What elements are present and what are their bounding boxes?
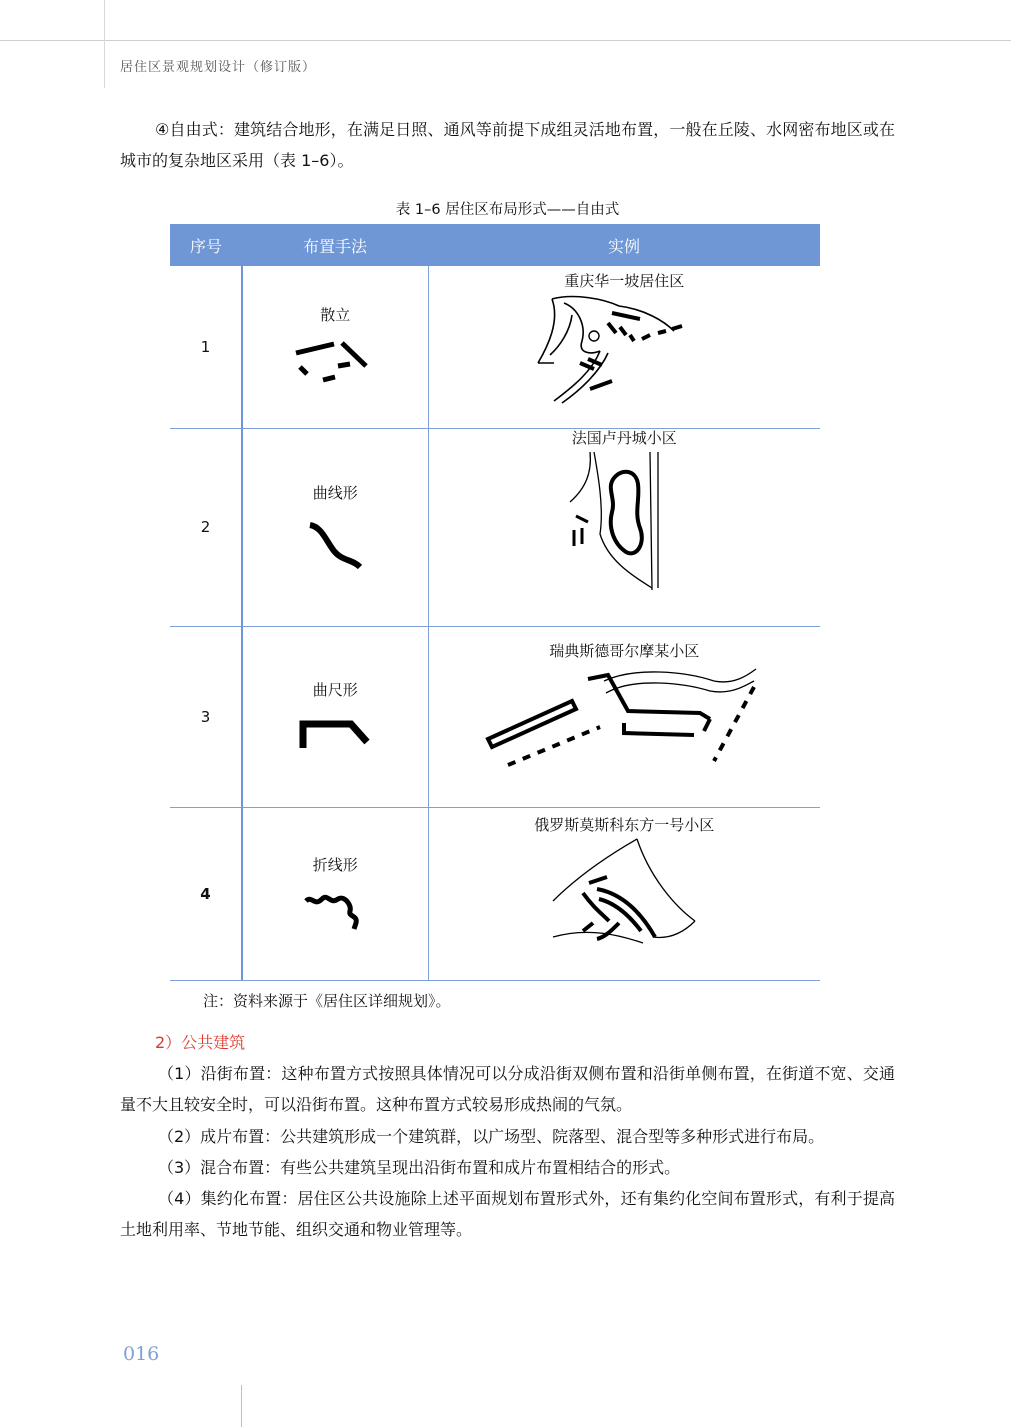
footer-divider <box>241 1385 242 1427</box>
table-header-row <box>170 224 820 266</box>
example-cell <box>428 266 820 428</box>
section-title: 2）公共建筑 <box>155 1033 246 1052</box>
header-method: 布置手法 <box>242 224 428 266</box>
table-caption: 表 1–6 居住区布局形式——自由式 <box>395 202 620 218</box>
paragraph-cluster: （2）成片布置：公共建筑形成一个建筑群，以广场型、院落型、混合型等多种形式进行布局。 <box>158 1127 825 1146</box>
method-label: 曲尺形 <box>312 681 358 699</box>
table-row <box>170 428 820 626</box>
intro-paragraph: ④自由式：建筑结合地形，在满足日照、通风等前提下成组灵活地布置，一般在丘陵、水网密布地区或在城市的复杂地区采用（表 1–6）。 <box>120 120 895 170</box>
example-label: 重庆华一坡居住区 <box>564 271 685 290</box>
header-no: 序号 <box>170 224 242 266</box>
method-cell <box>242 626 428 807</box>
header-rule <box>0 40 1011 41</box>
paragraph-intensive: （4）集约化布置：居住区公共设施除上述平面规划布置形式外，还有集约化空间布置形式，有利于提高土地利用率、节地节能、组织交通和物业管理等。 <box>120 1189 895 1239</box>
example-cell <box>428 626 820 807</box>
row-number: 4 <box>170 807 242 980</box>
table-row <box>170 807 820 980</box>
table-note: 注：资料来源于《居住区详细规划》。 <box>203 992 451 1010</box>
site-plan-chongqing <box>534 291 714 406</box>
header-divider <box>104 0 105 88</box>
row-number: 2 <box>170 428 242 626</box>
example-label: 瑞典斯德哥尔摩某小区 <box>549 642 700 660</box>
paragraph-street: （1）沿街布置：这种布置方式按照具体情况可以分成沿街双侧布置和沿街单侧布置，在街道不宽、交通量不大且较安全时，可以沿街布置。这种布置方式较易形成热闹的气氛。 <box>120 1064 895 1114</box>
site-plan-moscow <box>549 835 699 955</box>
example-cell <box>428 807 820 980</box>
example-label: 俄罗斯莫斯科东方一号小区 <box>534 816 715 834</box>
table-row <box>170 266 820 428</box>
curved-layout-icon <box>300 517 370 572</box>
method-label: 折线形 <box>312 855 358 874</box>
page-number: 016 <box>123 1343 160 1365</box>
layout-table <box>170 224 820 981</box>
l-shaped-layout-icon <box>295 714 375 754</box>
row-number: 3 <box>170 626 242 807</box>
paragraph-mixed: （3）混合布置：有些公共建筑呈现出沿街布置和成片布置相结合的形式。 <box>158 1158 681 1177</box>
site-plan-lutin <box>564 448 684 598</box>
running-header-title: 居住区景观规划设计（修订版） <box>120 60 317 75</box>
header-example: 实例 <box>428 224 820 266</box>
method-cell <box>242 807 428 980</box>
row-number: 1 <box>170 266 242 428</box>
method-cell <box>242 266 428 428</box>
site-plan-stockholm <box>484 661 764 771</box>
scattered-layout-icon <box>290 339 380 389</box>
method-label: 散立 <box>320 306 351 325</box>
table-row <box>170 626 820 807</box>
method-label: 曲线形 <box>312 484 358 502</box>
zigzag-layout-icon <box>300 889 370 934</box>
method-cell <box>242 428 428 626</box>
example-label: 法国卢丹城小区 <box>571 428 677 447</box>
example-cell <box>428 428 820 626</box>
